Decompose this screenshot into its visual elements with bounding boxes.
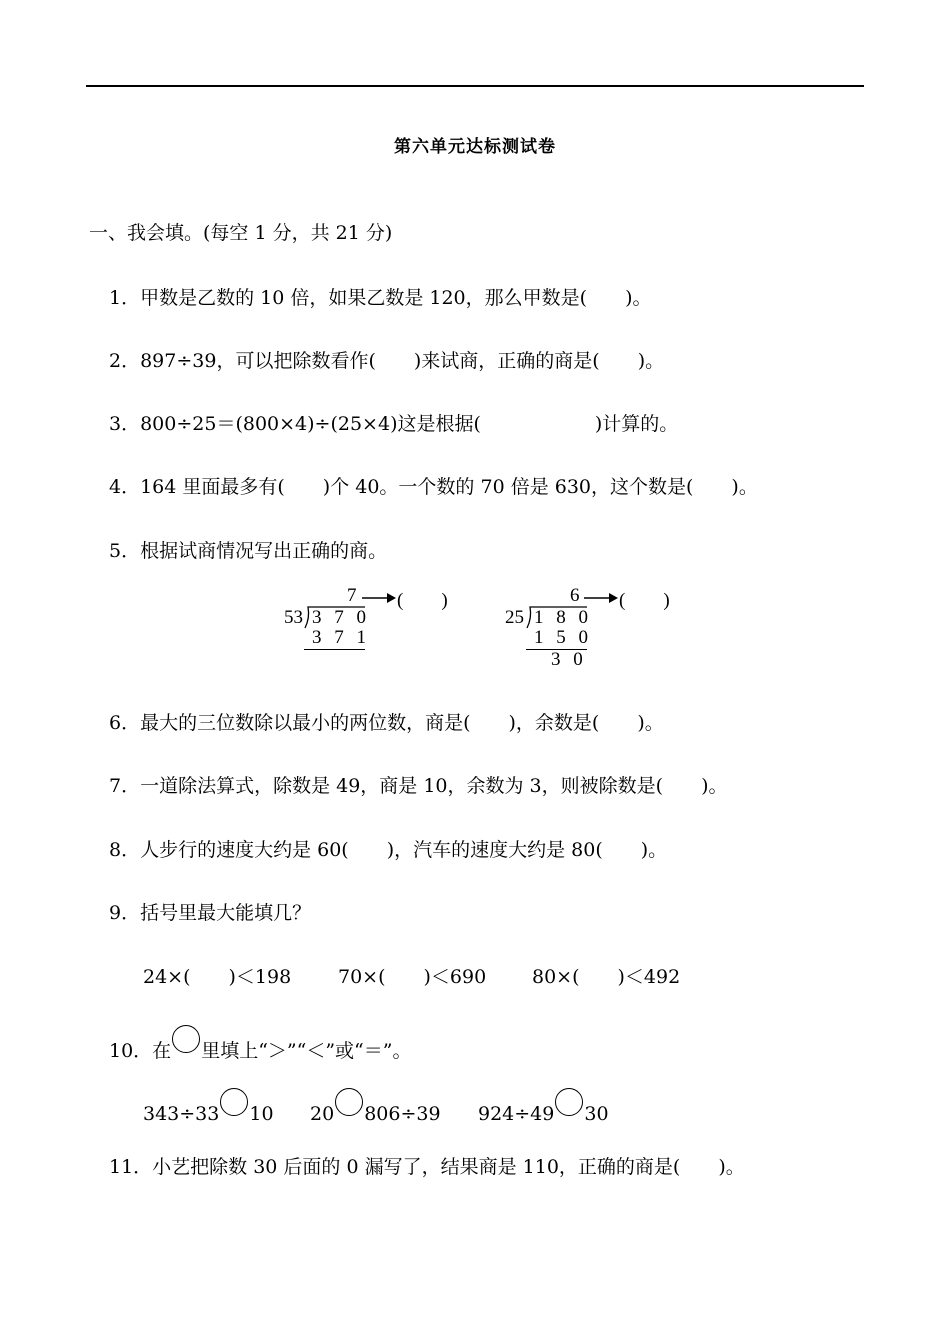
question-1: 1．甲数是乙数的 10 倍，如果乙数是 120，那么甲数是( )。	[109, 287, 652, 309]
q10-right: 30	[584, 1103, 609, 1125]
q9-item-1: 24×( )＜198	[143, 966, 292, 988]
subtraction-line	[304, 649, 365, 650]
question-5: 5．根据试商情况写出正确的商。	[109, 540, 388, 562]
arrow-icon	[584, 591, 618, 605]
q10-item-3	[478, 1088, 609, 1125]
question-6: 6．最大的三位数除以最小的两位数，商是( )，余数是( )。	[109, 712, 664, 734]
q9-item-3: 80×( )＜492	[532, 966, 681, 988]
answer-blank: ( )	[619, 590, 670, 611]
product: 1 5 0	[534, 627, 592, 648]
question-9: 9．括号里最大能填几？	[109, 902, 312, 924]
q10-left: 343÷33	[143, 1103, 220, 1125]
top-rule	[86, 85, 864, 87]
q10-item-1	[143, 1088, 274, 1125]
q10-right: 806÷39	[364, 1103, 441, 1125]
q10-left: 20	[310, 1103, 335, 1125]
quotient: 7	[347, 585, 357, 606]
question-2: 2．897÷39，可以把除数看作( )来试商，正确的商是( )。	[109, 350, 665, 372]
divisor: 25	[505, 607, 524, 628]
answer-blank: ( )	[397, 590, 448, 611]
circle-icon	[555, 1088, 583, 1116]
question-8: 8．人步行的速度大约是 60( )，汽车的速度大约是 80( )。	[109, 839, 668, 861]
quotient: 6	[570, 585, 580, 606]
q10-item-2	[310, 1088, 441, 1125]
section-heading: 一、我会填。(每空 1 分，共 21 分)	[89, 222, 393, 244]
q10-label-start: 10．在	[109, 1040, 172, 1062]
q10-label-end: 里填上“＞”“＜”或“＝”。	[201, 1040, 412, 1062]
circle-icon	[335, 1088, 363, 1116]
remainder: 3 0	[551, 649, 587, 670]
page-title: 第六单元达标测试卷	[394, 137, 556, 157]
question-11: 11．小艺把除数 30 后面的 0 漏写了，结果商是 110，正确的商是( )。	[109, 1156, 745, 1178]
divisor: 53	[284, 607, 303, 628]
arrow-icon	[362, 591, 396, 605]
circle-icon	[220, 1088, 248, 1116]
question-3: 3．800÷25＝(800×4)÷(25×4)这是根据( )计算的。	[109, 413, 679, 435]
product: 3 7 1	[312, 627, 370, 648]
dividend: 1 8 0	[534, 607, 592, 628]
question-10	[109, 1025, 411, 1063]
q10-left: 924÷49	[478, 1103, 555, 1125]
q9-item-2: 70×( )＜690	[338, 966, 487, 988]
circle-icon	[172, 1025, 200, 1053]
dividend: 3 7 0	[312, 607, 370, 628]
q10-right: 10	[249, 1103, 274, 1125]
question-4: 4．164 里面最多有( )个 40。一个数的 70 倍是 630，这个数是( )。	[109, 476, 758, 498]
question-7: 7．一道除法算式，除数是 49，商是 10，余数为 3，则被除数是( )。	[109, 775, 728, 797]
